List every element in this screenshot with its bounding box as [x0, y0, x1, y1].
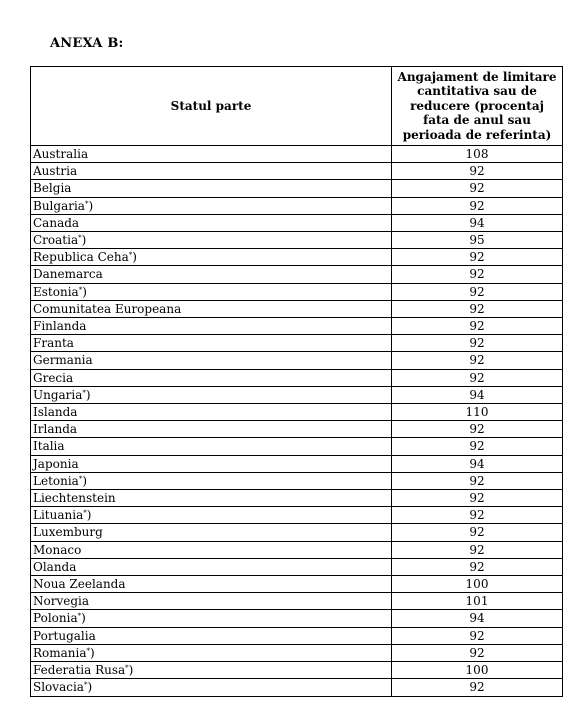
country-name: Croatia [33, 233, 79, 248]
value-cell: 92 [392, 524, 563, 541]
value-cell: 100 [392, 662, 563, 679]
country-name: Lituania [33, 508, 84, 523]
country-name: Polonia [33, 611, 78, 626]
footnote-paren: ) [85, 387, 91, 402]
country-cell [31, 524, 392, 541]
table-row [31, 610, 563, 627]
country-name: Danemarca [33, 267, 103, 282]
country-name: Liechtenstein [33, 491, 116, 506]
country-name: Canada [33, 215, 80, 230]
footnote-mark: * [78, 285, 83, 294]
country-cell [31, 352, 392, 369]
country-cell [31, 318, 392, 335]
country-cell [31, 335, 392, 352]
country-name: Japonia [33, 456, 79, 471]
footnote-mark: * [78, 474, 83, 483]
table-row [31, 558, 563, 575]
table-row [31, 438, 563, 455]
country-cell [31, 455, 392, 472]
value-cell: 92 [392, 197, 563, 214]
value-cell: 92 [392, 180, 563, 197]
country-cell [31, 472, 392, 489]
column-header-value: Angajament de limitare cantitativa sau de reducere (procentaj fata de anul sau perioada de referinta) [392, 67, 563, 146]
value-cell: 92 [392, 472, 563, 489]
value-cell: 92 [392, 558, 563, 575]
country-name: Franta [33, 336, 74, 351]
footnote-mark: * [78, 234, 82, 243]
footnote-mark: * [83, 509, 87, 518]
country-name: Norvegia [33, 594, 90, 609]
country-name: Slovacia [33, 680, 84, 695]
footnote-paren: ) [82, 473, 88, 488]
country-name: Olanda [33, 559, 77, 574]
footnote-paren: ) [90, 645, 95, 660]
footnote-paren: ) [128, 663, 134, 678]
country-cell [31, 163, 392, 180]
table-row [31, 455, 563, 472]
value-cell: 92 [392, 300, 563, 317]
table-row [31, 335, 563, 352]
value-cell: 92 [392, 438, 563, 455]
country-cell [31, 541, 392, 558]
table-row [31, 352, 563, 369]
country-cell [31, 593, 392, 610]
value-cell: 92 [392, 627, 563, 644]
country-name: Luxemburg [33, 525, 103, 540]
table-row [31, 214, 563, 231]
country-name: Ungaria [33, 387, 83, 402]
country-name: Federatia Rusa [33, 663, 126, 678]
column-header-country: Statul parte [31, 67, 392, 146]
country-name: Belgia [33, 181, 72, 196]
country-cell [31, 197, 392, 214]
country-name: Islanda [33, 405, 78, 420]
country-name: Romania [33, 645, 87, 660]
value-cell: 92 [392, 421, 563, 438]
country-name: Monaco [33, 542, 82, 557]
value-cell: 94 [392, 455, 563, 472]
value-cell: 100 [392, 576, 563, 593]
page-title: ANEXA B: [50, 36, 124, 51]
footnote-mark: * [86, 646, 91, 655]
table-row [31, 300, 563, 317]
table-row [31, 163, 563, 180]
value-cell: 94 [392, 610, 563, 627]
value-cell: 92 [392, 352, 563, 369]
country-cell [31, 266, 392, 283]
value-cell: 92 [392, 283, 563, 300]
country-cell [31, 627, 392, 644]
value-cell: 108 [392, 146, 563, 163]
footnote-mark: * [77, 612, 82, 621]
value-cell: 110 [392, 404, 563, 421]
country-cell [31, 438, 392, 455]
table-row [31, 541, 563, 558]
country-name: Irlanda [33, 422, 78, 437]
country-cell [31, 421, 392, 438]
footnote-paren: ) [87, 680, 93, 695]
footnote-paren: ) [86, 508, 92, 523]
country-name: Finlanda [33, 319, 87, 334]
footnote-paren: ) [132, 250, 137, 265]
value-cell: 92 [392, 318, 563, 335]
country-cell [31, 610, 392, 627]
value-cell: 94 [392, 386, 563, 403]
country-cell [31, 214, 392, 231]
table-row [31, 490, 563, 507]
country-cell [31, 558, 392, 575]
country-cell [31, 180, 392, 197]
country-cell [31, 232, 392, 249]
footnote-paren: ) [81, 611, 86, 626]
table-row [31, 644, 563, 661]
footnote-mark: * [125, 664, 129, 673]
value-cell: 94 [392, 214, 563, 231]
table-row [31, 421, 563, 438]
country-cell [31, 679, 392, 696]
table-row [31, 266, 563, 283]
value-cell: 92 [392, 507, 563, 524]
table-row [31, 524, 563, 541]
country-name: Republica Ceha [33, 250, 129, 265]
country-name: Germania [33, 353, 93, 368]
country-cell [31, 576, 392, 593]
footnote-paren: ) [81, 233, 87, 248]
country-name: Australia [33, 147, 89, 161]
country-name: Estonia [33, 284, 79, 299]
country-name: Portugalia [33, 628, 96, 643]
value-cell: 92 [392, 679, 563, 696]
table-header-row [31, 67, 563, 146]
table-row [31, 318, 563, 335]
table-row [31, 576, 563, 593]
footnote-paren: ) [82, 284, 87, 299]
footnote-mark: * [128, 251, 133, 260]
value-cell: 92 [392, 335, 563, 352]
country-cell [31, 146, 392, 163]
table-row [31, 197, 563, 214]
country-cell [31, 404, 392, 421]
country-cell [31, 300, 392, 317]
country-cell [31, 386, 392, 403]
country-name: Bulgaria [33, 198, 85, 213]
country-cell [31, 369, 392, 386]
country-cell [31, 507, 392, 524]
table-body [31, 146, 563, 697]
country-name: Grecia [33, 370, 74, 385]
value-cell: 92 [392, 644, 563, 661]
table-row [31, 404, 563, 421]
table-row [31, 180, 563, 197]
country-cell [31, 249, 392, 266]
country-name: Austria [33, 164, 78, 179]
value-cell: 92 [392, 163, 563, 180]
annex-table [30, 66, 563, 697]
footnote-mark: * [84, 199, 89, 208]
country-cell [31, 644, 392, 661]
table-row [31, 249, 563, 266]
table-row [31, 507, 563, 524]
footnote-paren: ) [88, 198, 94, 213]
table-row [31, 662, 563, 679]
country-name: Italia [33, 439, 65, 454]
country-cell [31, 662, 392, 679]
footnote-mark: * [82, 388, 86, 397]
table-row [31, 472, 563, 489]
table-row [31, 627, 563, 644]
table-row [31, 679, 563, 696]
table-row [31, 369, 563, 386]
value-cell: 92 [392, 249, 563, 266]
country-name: Noua Zeelanda [33, 577, 126, 592]
value-cell: 92 [392, 490, 563, 507]
footnote-mark: * [83, 681, 88, 690]
value-cell: 101 [392, 593, 563, 610]
value-cell: 92 [392, 266, 563, 283]
value-cell: 92 [392, 369, 563, 386]
table-row [31, 593, 563, 610]
value-cell: 95 [392, 232, 563, 249]
country-cell [31, 490, 392, 507]
table-row [31, 283, 563, 300]
table-row [31, 232, 563, 249]
country-cell [31, 283, 392, 300]
value-cell: 92 [392, 541, 563, 558]
table-row [31, 386, 563, 403]
table-row [31, 146, 563, 163]
country-name: Letonia [33, 473, 79, 488]
country-name: Comunitatea Europeana [33, 301, 182, 316]
